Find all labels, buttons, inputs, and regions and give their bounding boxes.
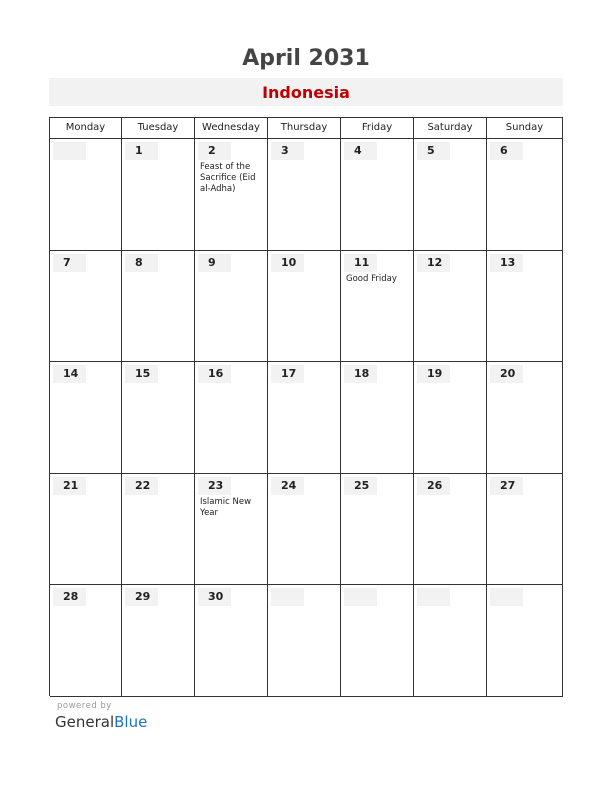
weekday-header: Wednesday <box>195 118 268 139</box>
day-cell[interactable] <box>268 362 341 474</box>
weekday-header: Monday <box>50 118 122 139</box>
brand-logo[interactable] <box>55 713 147 731</box>
holiday-label: Good Friday <box>346 273 397 284</box>
day-number-box <box>344 588 377 606</box>
country-name: Indonesia <box>262 83 350 102</box>
day-number: 9 <box>208 255 216 269</box>
day-number: 27 <box>500 478 516 492</box>
day-cell[interactable] <box>268 139 341 251</box>
day-number: 19 <box>427 367 443 381</box>
day-number: 14 <box>63 367 79 381</box>
day-number: 2 <box>208 144 216 157</box>
day-cell[interactable] <box>50 362 122 474</box>
calendar-grid <box>49 117 563 696</box>
day-cell[interactable] <box>195 362 268 474</box>
day-cell[interactable] <box>122 585 195 697</box>
calendar-title: April 2031 <box>242 46 370 71</box>
day-number: 11 <box>354 255 370 269</box>
day-cell[interactable] <box>195 585 268 697</box>
day-cell[interactable] <box>341 251 414 363</box>
day-cell[interactable] <box>341 362 414 474</box>
day-cell[interactable] <box>268 474 341 586</box>
weekday-header: Sunday <box>487 118 563 139</box>
brand-part-blue: Blue <box>114 713 148 731</box>
day-number: 17 <box>281 367 297 381</box>
day-cell[interactable] <box>487 474 563 586</box>
day-number: 3 <box>281 144 289 157</box>
day-number-box <box>271 588 304 606</box>
day-cell[interactable] <box>414 585 487 697</box>
day-number: 5 <box>427 144 435 157</box>
day-number: 6 <box>500 144 508 157</box>
day-number: 23 <box>208 478 224 492</box>
day-number-box <box>490 588 523 606</box>
day-cell[interactable] <box>268 585 341 697</box>
day-number: 20 <box>500 367 516 381</box>
day-cell[interactable] <box>195 251 268 363</box>
day-cell[interactable] <box>50 585 122 697</box>
day-cell[interactable] <box>487 362 563 474</box>
day-cell[interactable] <box>50 139 122 251</box>
day-number: 8 <box>135 255 143 269</box>
day-number: 29 <box>135 590 151 604</box>
powered-by-label: powered by <box>57 701 112 711</box>
day-cell[interactable] <box>195 474 268 586</box>
day-number: 13 <box>500 255 516 269</box>
day-cell[interactable] <box>122 139 195 251</box>
day-cell[interactable] <box>341 585 414 697</box>
day-number: 15 <box>135 367 151 381</box>
day-number-box <box>53 142 86 160</box>
day-cell[interactable] <box>122 251 195 363</box>
day-cell[interactable] <box>122 474 195 586</box>
day-cell[interactable] <box>414 139 487 251</box>
day-number: 24 <box>281 478 297 492</box>
day-cell[interactable] <box>341 139 414 251</box>
weekday-header: Saturday <box>414 118 487 139</box>
day-cell[interactable] <box>414 362 487 474</box>
holiday-label: Islamic New Year <box>200 496 252 518</box>
day-cell[interactable] <box>50 251 122 363</box>
day-cell[interactable] <box>487 251 563 363</box>
day-cell[interactable] <box>414 474 487 586</box>
day-number: 10 <box>281 255 297 269</box>
day-number: 22 <box>135 478 151 492</box>
day-cell[interactable] <box>50 474 122 586</box>
day-cell[interactable] <box>268 251 341 363</box>
day-number: 1 <box>135 144 143 157</box>
day-number: 7 <box>63 255 71 269</box>
day-number: 26 <box>427 478 443 492</box>
day-number: 28 <box>63 590 79 604</box>
day-cell[interactable] <box>195 139 268 251</box>
brand-part-general: General <box>55 713 115 731</box>
weekday-header: Thursday <box>268 118 341 139</box>
weekday-header: Tuesday <box>122 118 195 139</box>
day-number: 16 <box>208 367 224 381</box>
holiday-label: Feast of the Sacrifice (Eid al-Adha) <box>200 162 256 194</box>
day-number: 30 <box>208 590 224 604</box>
day-cell[interactable] <box>487 139 563 251</box>
day-number: 25 <box>354 478 370 492</box>
day-cell[interactable] <box>341 474 414 586</box>
day-number-box <box>417 588 450 606</box>
day-cell[interactable] <box>414 251 487 363</box>
day-number: 18 <box>354 367 370 381</box>
weekday-header: Friday <box>341 118 414 139</box>
day-number: 21 <box>63 478 79 492</box>
day-cell[interactable] <box>487 585 563 697</box>
day-number: 12 <box>427 255 443 269</box>
day-cell[interactable] <box>122 362 195 474</box>
day-number: 4 <box>354 144 362 157</box>
country-banner <box>49 78 563 106</box>
